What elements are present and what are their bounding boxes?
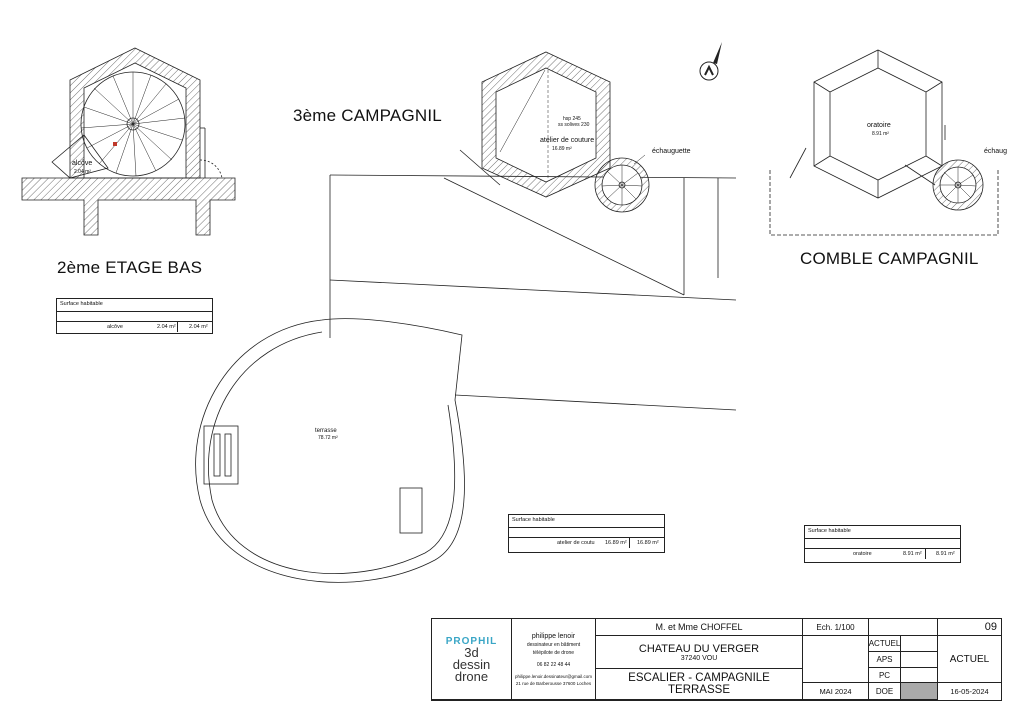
plan-etage-bas xyxy=(22,48,235,235)
phase-check-2 xyxy=(901,652,938,668)
north-arrow-icon xyxy=(700,42,722,80)
blank-cell xyxy=(803,636,869,683)
plan-comble xyxy=(770,50,998,235)
surface-room: atelier de coutu xyxy=(557,540,595,546)
logo-drone: drone xyxy=(454,668,489,684)
surface-table-header: Surface habitable xyxy=(509,515,664,528)
room-label-terrasse: terrasse xyxy=(315,428,337,434)
surface-table-alcove xyxy=(56,298,213,334)
author-email: philippe.lenoir.dessinateur@gmail.com xyxy=(514,673,593,679)
phase-aps: APS xyxy=(869,652,901,668)
hsp-note: hsp 245 xyxy=(563,116,581,122)
subject-line-2: TERRASSE xyxy=(668,684,730,696)
sheet-number: 09 xyxy=(938,619,1001,636)
room-label-alcove: alcôve xyxy=(72,160,93,167)
author-phone: 06 82 22 48 44 xyxy=(536,661,571,668)
room-label-oratoire: oratoire xyxy=(867,122,891,129)
surface-total: 16.89 m² xyxy=(637,540,659,546)
plan-terrasse xyxy=(196,319,465,583)
subject-cell xyxy=(596,669,803,700)
label-echaug: échaug xyxy=(984,148,1007,155)
surface-room: alcôve xyxy=(107,324,123,330)
logo xyxy=(432,619,512,700)
title-comble: COMBLE CAMPAGNIL xyxy=(800,249,979,268)
author-address: 21 rue de Barberousse 37600 Loches xyxy=(515,680,592,686)
author-role-1: dessinateur en bâtiment xyxy=(526,641,581,648)
logo-prophil: PROPHIL xyxy=(445,635,498,647)
surface-total: 2.04 m² xyxy=(189,324,208,330)
phase-check-doe xyxy=(901,683,938,700)
surface-area: 8.91 m² xyxy=(903,551,922,557)
room-area-atelier: 16.89 m² xyxy=(552,146,572,152)
hsp-note-2: ss solives 230 xyxy=(558,122,590,128)
surface-table-atelier xyxy=(508,514,665,553)
author-block xyxy=(512,619,596,700)
phase-check-top xyxy=(869,619,938,636)
surface-table-header: Surface habitable xyxy=(57,299,212,312)
title-campagnil-3: 3ème CAMPAGNIL xyxy=(293,106,442,125)
room-area-oratoire: 8.91 m² xyxy=(872,131,889,137)
phase-doe: DOE xyxy=(869,683,901,700)
room-area-alcove: 2.04 m² xyxy=(74,169,91,175)
title-etage-bas: 2ème ETAGE BAS xyxy=(57,258,203,277)
revision-date: 16-05-2024 xyxy=(950,687,989,696)
surface-total: 8.91 m² xyxy=(936,551,955,557)
logo-dessin: dessin xyxy=(452,656,491,672)
phase-actuel: ACTUEL xyxy=(869,636,901,652)
phase-check-3 xyxy=(901,668,938,683)
project-postcode: 37240 VOU xyxy=(680,654,718,662)
scale-cell: Ech. 1/100 xyxy=(803,619,869,636)
surface-area: 2.04 m² xyxy=(157,324,176,330)
author-role-2: télépilote de drone xyxy=(532,649,575,656)
surface-table-header: Surface habitable xyxy=(805,526,960,539)
phase-check-1 xyxy=(901,636,938,652)
author-name: philippe lenoir xyxy=(531,632,576,640)
surface-room: oratoire xyxy=(853,551,872,557)
logo-3d: 3d xyxy=(464,644,479,660)
project-cell xyxy=(596,636,803,669)
label-echauguette: échauguette xyxy=(652,148,691,155)
phase-pc: PC xyxy=(869,668,901,683)
room-area-terrasse: 78.72 m² xyxy=(318,435,338,441)
status-cell: ACTUEL xyxy=(938,636,1001,683)
project-name: CHATEAU DU VERGER xyxy=(638,642,760,655)
surface-table-oratoire xyxy=(804,525,961,563)
surface-area: 16.89 m² xyxy=(605,540,627,546)
room-label-atelier: atelier de couture xyxy=(540,137,595,144)
date-cell: MAI 2024 xyxy=(803,683,869,700)
title-block xyxy=(431,618,1002,701)
subject-line-1: ESCALIER - CAMPAGNILE xyxy=(628,672,770,684)
client-cell: M. et Mme CHOFFEL xyxy=(596,619,803,636)
